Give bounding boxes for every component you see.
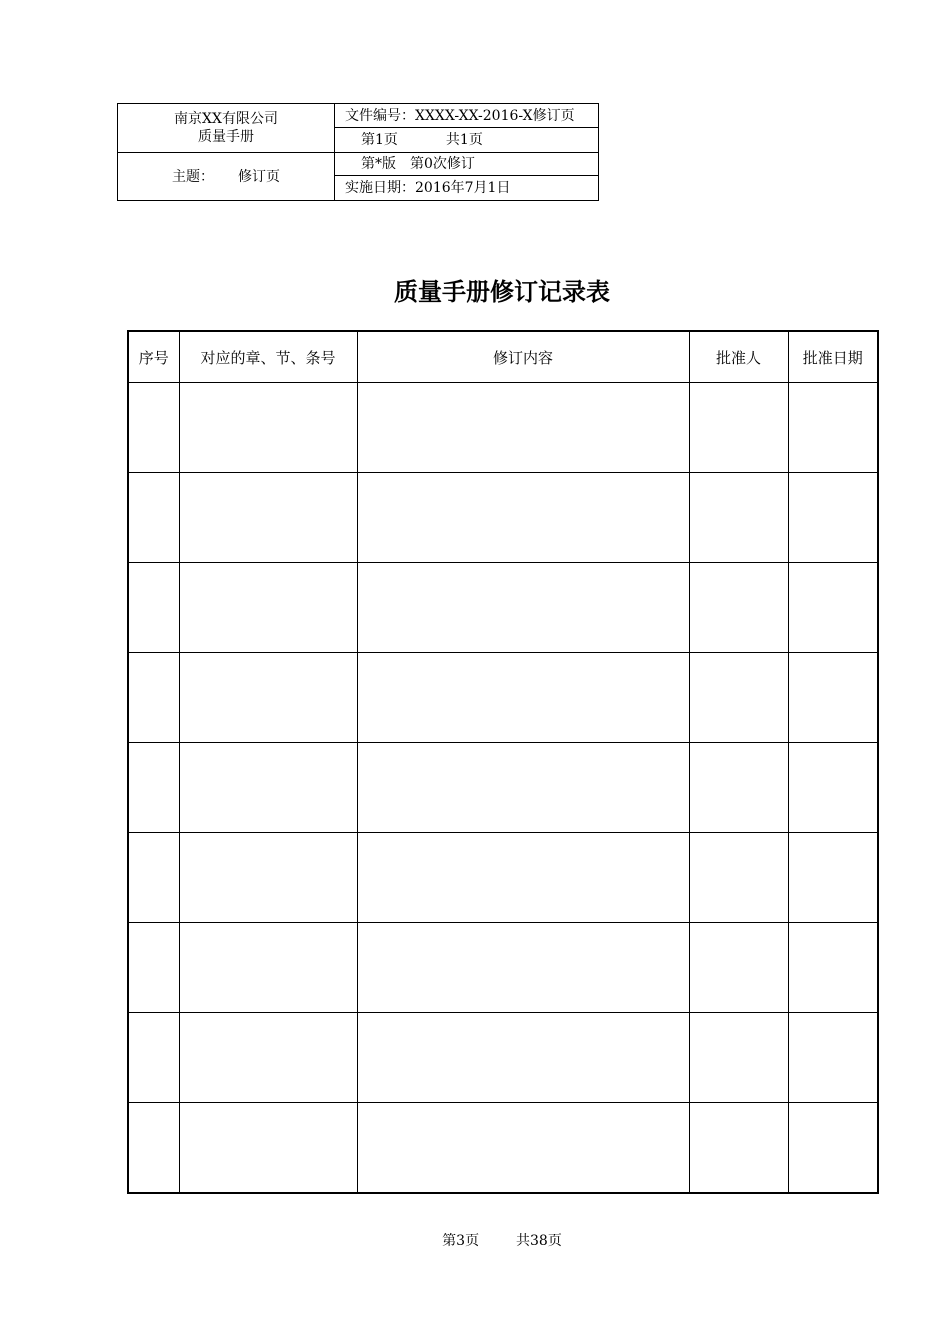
subject-value: 修订页 bbox=[238, 168, 280, 185]
cell-approval-date bbox=[788, 923, 878, 1013]
cell-content bbox=[357, 743, 689, 833]
cell-content bbox=[357, 383, 689, 473]
cell-approver bbox=[689, 833, 788, 923]
cell-number bbox=[128, 833, 179, 923]
doc-number: 文件编号：XXXX-XX-2016-X修订页 bbox=[345, 107, 575, 124]
cell-approver bbox=[689, 1013, 788, 1103]
cell-approval-date bbox=[788, 473, 878, 563]
cell-section bbox=[179, 653, 357, 743]
table-row bbox=[128, 743, 878, 833]
cell-approver bbox=[689, 383, 788, 473]
cell-content bbox=[357, 653, 689, 743]
cell-content bbox=[357, 923, 689, 1013]
cell-approval-date bbox=[788, 383, 878, 473]
column-header-section: 对应的章、节、条号 bbox=[179, 331, 357, 383]
edition: 第*版 bbox=[361, 156, 396, 172]
cell-section bbox=[179, 923, 357, 1013]
table-row bbox=[128, 1013, 878, 1103]
table-body bbox=[128, 383, 878, 1194]
cell-number bbox=[128, 383, 179, 473]
cell-section bbox=[179, 563, 357, 653]
cell-number bbox=[128, 653, 179, 743]
table-row bbox=[128, 923, 878, 1013]
footer-page: 第3页 bbox=[442, 1233, 480, 1249]
table-row bbox=[128, 473, 878, 563]
cell-content bbox=[357, 563, 689, 653]
cell-content bbox=[357, 833, 689, 923]
effective-date-cell bbox=[335, 176, 598, 200]
column-header-content: 修订内容 bbox=[357, 331, 689, 383]
cell-approver bbox=[689, 923, 788, 1013]
cell-approval-date bbox=[788, 563, 878, 653]
cell-approval-date bbox=[788, 653, 878, 743]
footer-total: 共38页 bbox=[516, 1233, 562, 1249]
company-name: 南京XX有限公司 bbox=[174, 111, 278, 127]
cell-section bbox=[179, 743, 357, 833]
doc-number-cell bbox=[335, 104, 598, 128]
cell-approver bbox=[689, 653, 788, 743]
page-title: 质量手册修订记录表 bbox=[394, 278, 610, 306]
cell-approver bbox=[689, 473, 788, 563]
table-row bbox=[128, 833, 878, 923]
edition-cell bbox=[335, 153, 598, 176]
revision: 第0次修订 bbox=[410, 156, 475, 172]
cell-approval-date bbox=[788, 1103, 878, 1194]
table-header-row bbox=[128, 331, 878, 383]
cell-approval-date bbox=[788, 743, 878, 833]
page-current: 第1页 bbox=[361, 132, 398, 148]
cell-content bbox=[357, 473, 689, 563]
table-row bbox=[128, 1103, 878, 1194]
cell-number bbox=[128, 1103, 179, 1194]
manual-name: 质量手册 bbox=[198, 129, 254, 145]
page-total: 共1页 bbox=[445, 132, 483, 148]
cell-number bbox=[128, 743, 179, 833]
cell-number bbox=[128, 473, 179, 563]
revision-table bbox=[127, 330, 879, 1194]
table-row bbox=[128, 563, 878, 653]
column-header-approver: 批准人 bbox=[689, 331, 788, 383]
cell-number bbox=[128, 1013, 179, 1103]
cell-approval-date bbox=[788, 1013, 878, 1103]
cell-content bbox=[357, 1103, 689, 1194]
column-header-number: 序号 bbox=[128, 331, 179, 383]
company-cell bbox=[118, 104, 335, 153]
cell-approver bbox=[689, 1103, 788, 1194]
cell-section bbox=[179, 833, 357, 923]
cell-section bbox=[179, 1103, 357, 1194]
cell-approver bbox=[689, 563, 788, 653]
page-info-cell bbox=[335, 128, 598, 153]
table-row bbox=[128, 653, 878, 743]
cell-number bbox=[128, 923, 179, 1013]
subject-cell bbox=[118, 153, 335, 200]
column-header-approval-date: 批准日期 bbox=[788, 331, 878, 383]
cell-approval-date bbox=[788, 833, 878, 923]
cell-section bbox=[179, 473, 357, 563]
document-header bbox=[117, 103, 599, 201]
page-footer bbox=[0, 1230, 950, 1250]
cell-approver bbox=[689, 743, 788, 833]
cell-number bbox=[128, 563, 179, 653]
cell-section bbox=[179, 383, 357, 473]
cell-section bbox=[179, 1013, 357, 1103]
table-row bbox=[128, 383, 878, 473]
subject-label: 主题： bbox=[172, 168, 214, 185]
effective-date: 实施日期：2016年7月1日 bbox=[345, 180, 511, 196]
cell-content bbox=[357, 1013, 689, 1103]
